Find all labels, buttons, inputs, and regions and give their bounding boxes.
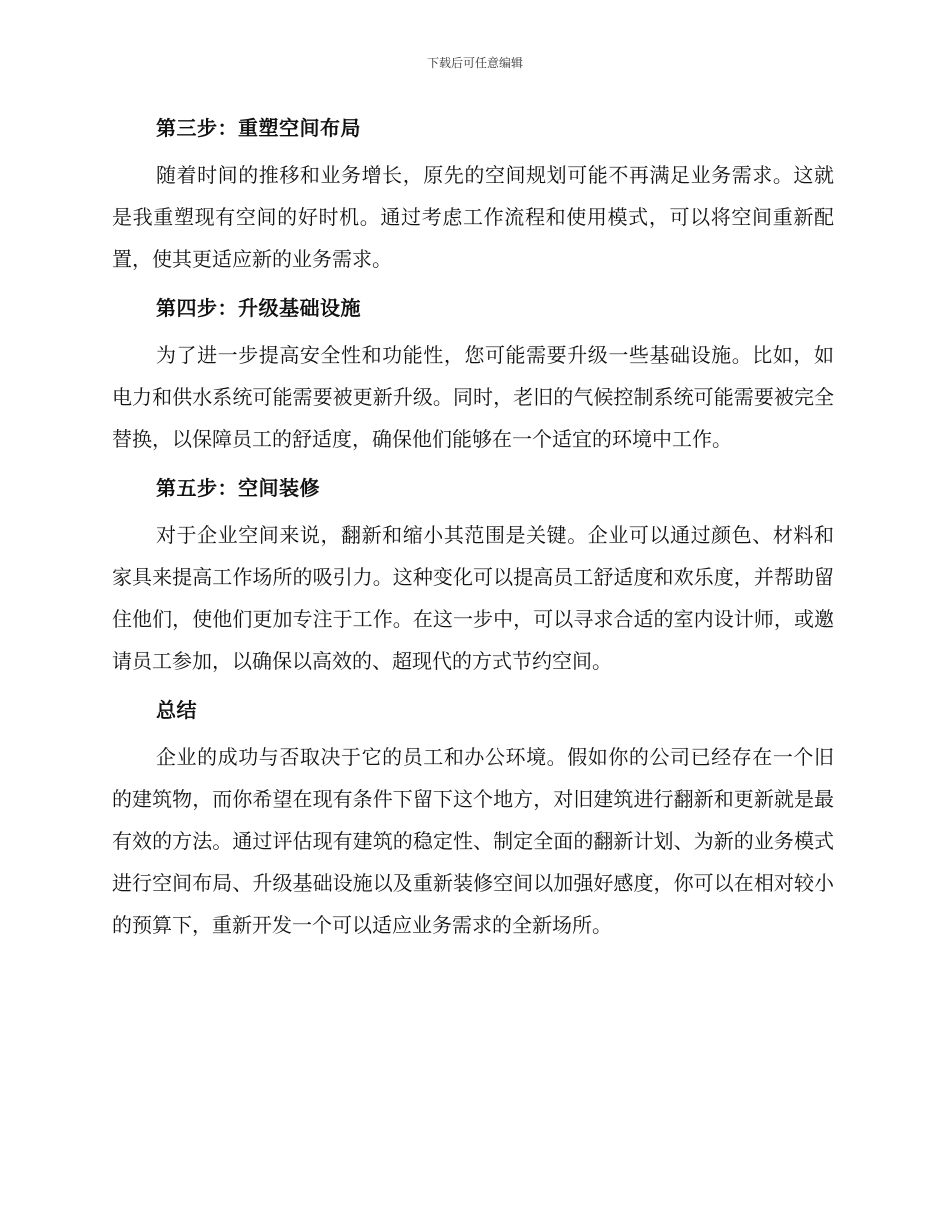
section-step-three — [112, 110, 834, 280]
section-summary — [112, 692, 834, 946]
section-step-four — [112, 290, 834, 460]
section-heading: 第四步：升级基础设施 — [156, 296, 361, 320]
section-heading: 第五步：空间装修 — [156, 476, 320, 500]
section-paragraph: 随着时间的推移和业务增长，原先的空间规划可能不再满足业务需求。这就是我重塑现有空间的好时机。通过考虑工作流程和使用模式，可以将空间重新配置，使其更适应新的业务需求。 — [112, 163, 834, 271]
page-header-note: 下载后可任意编辑 — [426, 56, 523, 70]
section-heading: 总结 — [156, 698, 197, 722]
document-body — [112, 110, 834, 956]
section-paragraph: 为了进一步提高安全性和功能性，您可能需要升级一些基础设施。比如，如电力和供水系统可能需要被更新升级。同时，老旧的气候控制系统可能需要被完全替换，以保障员工的舒适度，确保他们能够在一个适宜的环境中工作。 — [112, 343, 834, 451]
section-paragraph: 对于企业空间来说，翻新和缩小其范围是关键。企业可以通过颜色、材料和家具来提高工作场所的吸引力。这种变化可以提高员工舒适度和欢乐度，并帮助留住他们，使他们更加专注于工作。在这一步中，可以寻求合适的室内设计师，或邀请员工参加，以确保以高效的、超现代的方式节约空间。 — [112, 523, 834, 673]
section-heading: 第三步：重塑空间布局 — [156, 116, 361, 140]
section-paragraph: 企业的成功与否取决于它的员工和办公环境。假如你的公司已经存在一个旧的建筑物，而你希望在现有条件下留下这个地方，对旧建筑进行翻新和更新就是最有效的方法。通过评估现有建筑的稳定性、制定全面的翻新计划、为新的业务模式进行空间布局、升级基础设施以及重新装修空间以加强好感度，你可以在相对较小的预算下，重新开发一个可以适应业务需求的全新场所。 — [112, 745, 834, 937]
section-step-five — [112, 470, 834, 682]
